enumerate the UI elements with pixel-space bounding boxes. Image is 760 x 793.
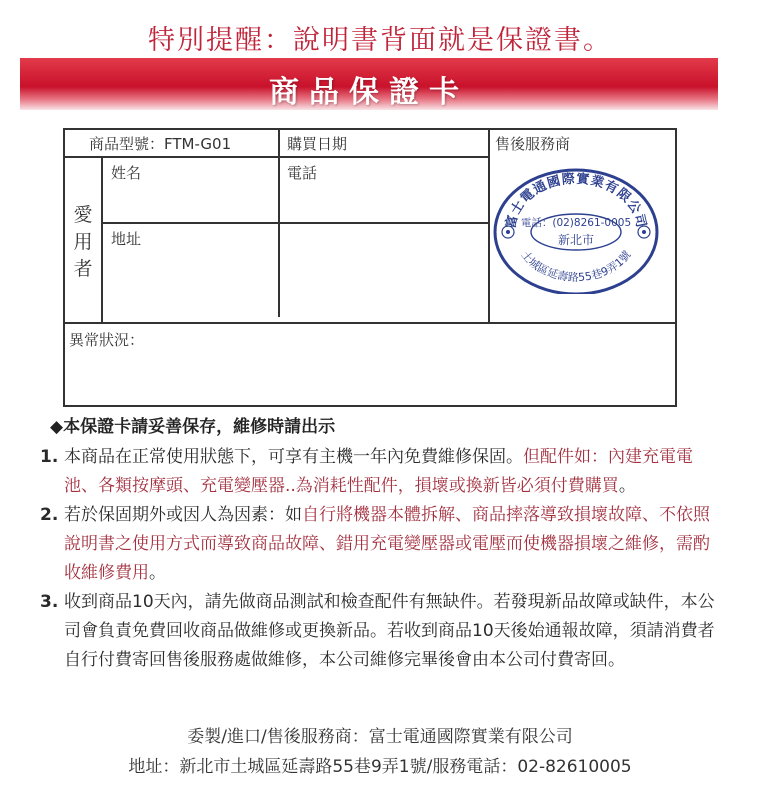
stamp-city: 新北市 [557, 233, 595, 247]
company-seal-stamp [493, 164, 659, 294]
banner-title: 商品保證卡 [269, 75, 469, 110]
stamp-address: 土城區延壽路55巷9弄1號 [518, 248, 634, 285]
name-label: 姓名 [111, 164, 142, 182]
stamp-company: 富士電通國際實業有限公司 [503, 171, 649, 230]
reminder-text: 特別提醒：說明書背面就是保證書。 [148, 25, 612, 56]
note-item-1: 1. 本商品在正常使用狀態下，可享有主機一年內免費維修保固。但配件如：內建充電電池、各類按摩頭、充電變壓器..為消耗性配件，損壞或換新皆必須付費購買。 [40, 447, 693, 496]
stamp-flower-right-icon [638, 226, 650, 238]
stamp-flower-left-icon [502, 226, 514, 238]
warranty-notes [40, 412, 720, 675]
purchase-date-label: 購買日期 [287, 135, 348, 153]
note-item-3: 3. 收到商品10天內，請先做商品測試和檢查配件有無缺件。若發現新品故障或缺件，本公司會負責免費回收商品做維修或更換新品。若收到商品10天後始通報故障，須請消費者自行付費寄回售後服務處做維修，本公司維修完畢後會由本公司付費寄回。 [40, 592, 715, 670]
model-label: 商品型號：FTM-G01 [89, 135, 232, 153]
address-label: 地址 [111, 230, 142, 248]
abnormal-status-label: 異常狀況： [69, 331, 145, 349]
notes-heading: ◆本保證卡請妥善保存，維修時請出示 [50, 417, 336, 437]
footer-address: 地址：新北市土城區延壽路55巷9弄1號/服務電話：02-82610005 [128, 757, 632, 777]
footer-manufacturer: 委製/進口/售後服務商：富士電通國際實業有限公司 [187, 727, 573, 747]
svg-text:土城區延壽路55巷9弄1號 [518, 248, 633, 284]
service-provider-label: 售後服務商 [495, 135, 571, 153]
note-item-2: 2. 若於保固期外或因人為因素：如自行將機器本體拆解、商品摔落導致損壞故障、不依照說明書之使用方式而導致商品故障、錯用充電變壓器或電壓而使機器損壞之維修，需酌收維修費用。 [40, 505, 710, 583]
stamp-phone: 電話：(02)8261-0005 [520, 217, 632, 229]
warranty-card-banner [20, 58, 718, 110]
phone-label: 電話 [287, 164, 318, 182]
user-label: 愛 用 者 [73, 204, 93, 280]
